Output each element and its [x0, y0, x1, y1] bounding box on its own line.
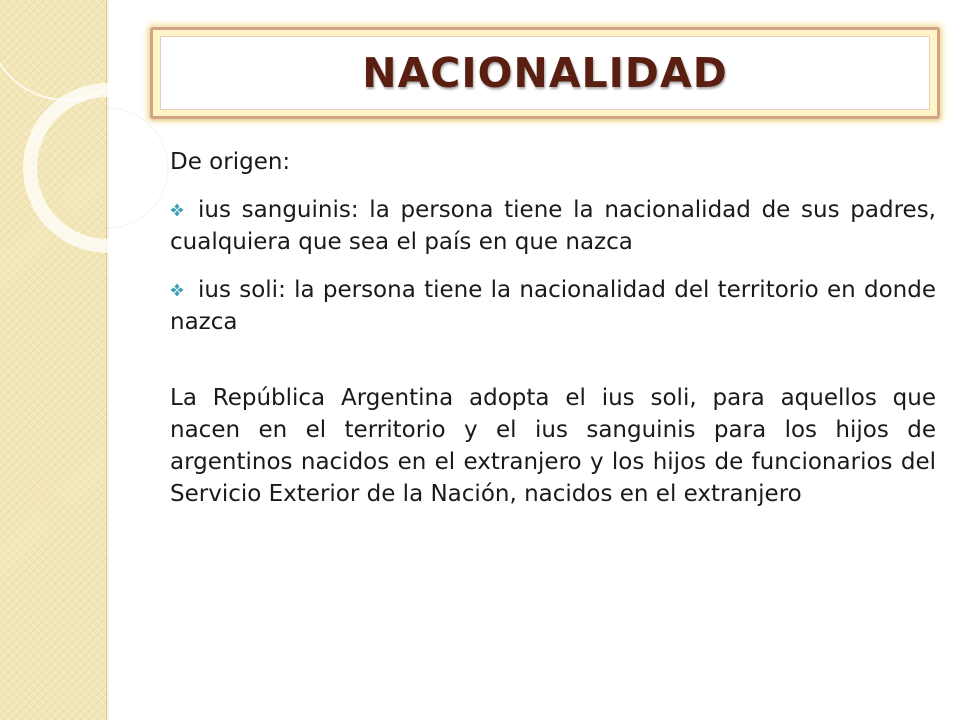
slide-title: NACIONALIDAD	[362, 49, 728, 97]
title-banner-inner	[160, 36, 930, 110]
bullet-text: ius soli: la persona tiene la nacionalidad del territorio en donde nazca	[170, 277, 936, 335]
bullet-text: ius sanguinis: la persona tiene la nacionalidad de sus padres, cualquiera que sea el país en que nazca	[170, 197, 936, 255]
four-diamond-bullet-icon	[170, 203, 184, 217]
title-banner	[150, 27, 940, 119]
body-paragraph: La República Argentina adopta el ius soli, para aquellos que nacen en el territorio y el ius sanguinis para los hijos de argentinos nacidos en el extranjero y los hijos de funcionarios del Servicio Exterior de la Nación, nacidos en el extranjero	[170, 385, 936, 507]
section-label: De origen:	[170, 149, 291, 175]
slide-content	[170, 146, 936, 510]
bullet-item-ius-soli	[170, 274, 936, 338]
four-diamond-bullet-icon	[170, 283, 184, 297]
bullet-item-ius-sanguinis	[170, 194, 936, 258]
